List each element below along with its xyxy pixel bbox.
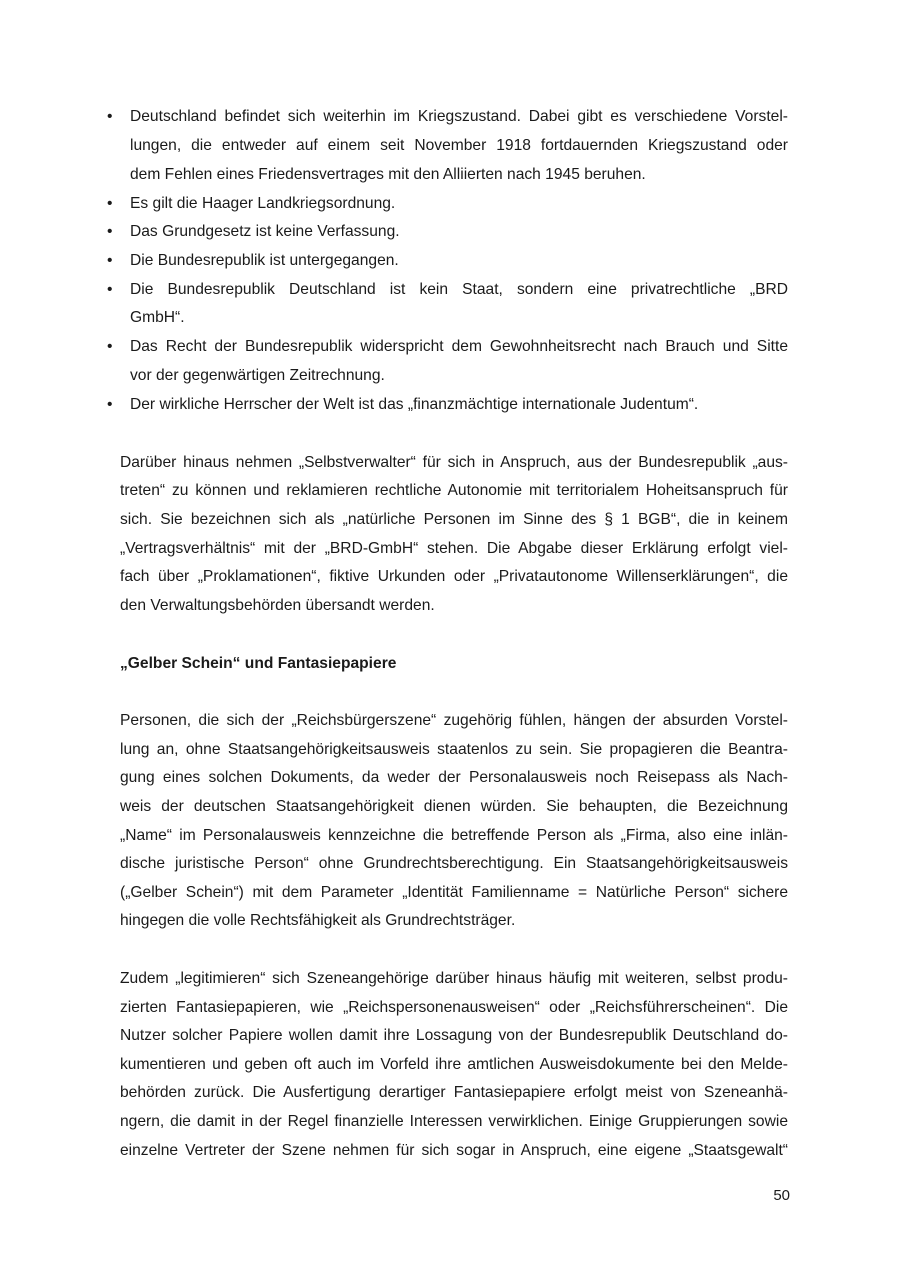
bullet-3-line-1: Das Grundgesetz ist keine Verfassung. [130,223,400,240]
para2-line-1: Personen, die sich der „Reichsbürgerszene“ zugehörig fühlen, hängen der absurden Vorstel- [120,712,788,729]
para2-line-3: gung eines solchen Dokuments, da weder der Personalausweis noch Reisepass als Nach- [120,769,788,786]
para1-line-3: sich. Sie bezeichnen sich als „natürliche Personen im Sinne des § 1 BGB“, die in keinem [120,511,788,528]
para2-line-7: („Gelber Schein“) mit dem Parameter „Identität Familienname = Natürliche Person“ sichere [120,884,788,901]
para3-line-3: Nutzer solcher Papiere wollen damit ihre Lossagung von der Bundesrepublik Deutschland do- [120,1027,788,1044]
bullet-marker: • [107,223,113,240]
page-number: 50 [773,1187,790,1204]
bullet-marker: • [107,281,113,298]
bullet-marker: • [107,195,113,212]
bullet-marker: • [107,338,113,355]
para3-line-7: einzelne Vertreter der Szene nehmen für sich sogar in Anspruch, eine eigene „Staatsgewalt“ [120,1142,788,1159]
para1-line-2: treten“ zu können und reklamieren rechtliche Autonomie mit territorialem Hoheitsanspruch für [120,482,788,499]
bullet-5-line-2: GmbH“. [130,309,185,326]
bullet-marker: • [107,252,113,269]
bullet-1-line-2: lungen, die entweder auf einem seit November 1918 fortdauernden Kriegszustand oder [130,137,788,154]
para2-line-6: dische juristische Person“ ohne Grundrechtsberechtigung. Ein Staatsangehörigkeitsausweis [120,855,788,872]
para2-line-2: lung an, ohne Staatsangehörigkeitsausweis staatenlos zu sein. Sie propagieren die Beantra- [120,741,788,758]
bullet-2-line-1: Es gilt die Haager Landkriegsordnung. [130,195,396,212]
para2-line-8: hingegen die volle Rechtsfähigkeit als Grundrechtsträger. [120,912,516,929]
para3-line-2: zierten Fantasiepapieren, wie „Reichspersonenausweisen“ oder „Reichsführerscheinen“. Die [120,999,788,1016]
bullet-7-line-1: Der wirkliche Herrscher der Welt ist das „finanzmächtige internationale Judentum“. [130,396,699,413]
bullet-1-line-1: Deutschland befindet sich weiterhin im Kriegszustand. Dabei gibt es verschiedene Vorstel- [130,108,788,125]
para1-line-6: den Verwaltungsbehörden übersandt werden. [120,597,435,614]
bullet-6-line-2: vor der gegenwärtigen Zeitrechnung. [130,367,385,384]
para3-line-1: Zudem „legitimieren“ sich Szeneangehörige darüber hinaus häufig mit weiteren, selbst produ- [120,970,788,987]
bullet-6-line-1: Das Recht der Bundesrepublik widerspricht dem Gewohnheitsrecht nach Brauch und Sitte [130,338,788,355]
bullet-marker: • [107,396,113,413]
para3-line-5: behörden zurück. Die Ausfertigung derartiger Fantasiepapiere erfolgt meist von Szeneanhä- [120,1084,788,1101]
para1-line-1: Darüber hinaus nehmen „Selbstverwalter“ für sich in Anspruch, aus der Bundesrepublik „aus- [120,454,788,471]
bullet-marker: • [107,108,113,125]
para2-line-4: weis der deutschen Staatsangehörigkeit dienen würden. Sie behaupten, die Bezeichnung [120,798,788,815]
para1-line-5: fach über „Proklamationen“, fiktive Urkunden oder „Privatautonome Willenserklärungen“, die [120,568,788,585]
para2-line-5: „Name“ im Personalausweis kennzeichne die betreffende Person als „Firma, also eine inlän- [120,827,788,844]
para3-line-6: ngern, die damit in der Regel finanzielle Interessen verwirklichen. Einige Gruppierungen sowie [120,1113,788,1130]
para1-line-4: „Vertragsverhältnis“ mit der „BRD-GmbH“ stehen. Die Abgabe dieser Erklärung erfolgt viel- [120,540,788,557]
bullet-4-line-1: Die Bundesrepublik ist untergegangen. [130,252,399,269]
para3-line-4: kumentieren und geben oft auch im Vorfeld ihre amtlichen Ausweisdokumente bei den Melde- [120,1056,788,1073]
section-heading: „Gelber Schein“ und Fantasiepapiere [120,655,397,672]
bullet-1-line-3: dem Fehlen eines Friedensvertrages mit den Alliierten nach 1945 beruhen. [130,166,646,183]
bullet-5-line-1: Die Bundesrepublik Deutschland ist kein Staat, sondern eine privatrechtliche „BRD [130,281,788,298]
